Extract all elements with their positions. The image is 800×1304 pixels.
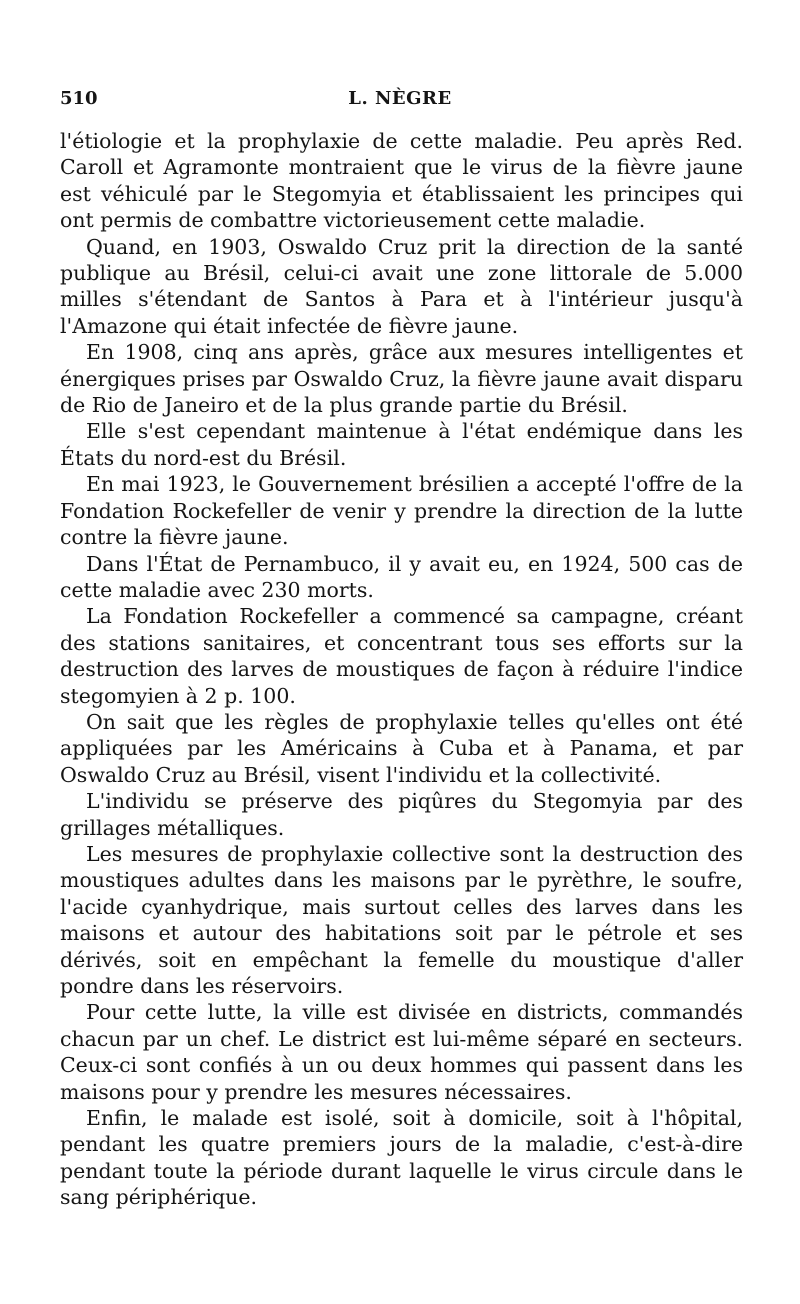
paragraph: Pour cette lutte, la ville est divisée en districts, commandés chacun par un chef. Le district est lui-même séparé en secteurs. Ceux-ci sont confiés à un ou deux hommes qui passent dans les maisons pour y prendre les mesures nécessaires. (60, 1000, 743, 1104)
paragraph: En 1908, cinq ans après, grâce aux mesures intelligentes et énergiques prises par Oswaldo Cruz, la fièvre jaune avait disparu de Rio de Janeiro et de la plus grande partie du Brésil. (60, 340, 743, 418)
paragraph: En mai 1923, le Gouvernement brésilien a accepté l'offre de la Fondation Rockefeller de venir y prendre la direction de la lutte contre la fièvre jaune. (60, 472, 743, 550)
paragraph: Dans l'État de Pernambuco, il y avait eu, en 1924, 500 cas de cette maladie avec 230 morts. (60, 551, 743, 602)
page-number: 510 (60, 88, 98, 109)
paragraph: Enfin, le malade est isolé, soit à domicile, soit à l'hôpital, pendant les quatre premiers jours de la maladie, c'est-à-dire pendant toute la période durant laquelle le virus circule dans le sang périphérique. (60, 1106, 743, 1210)
paragraph: On sait que les règles de prophylaxie telles qu'elles ont été appliquées par les Américains à Cuba et à Panama, et par Oswaldo Cruz au Brésil, visent l'individu et la collectivité. (60, 709, 743, 787)
body-text (60, 128, 743, 1211)
paragraph: Les mesures de prophylaxie collective sont la destruction des moustiques adultes dans les maisons par le pyrèthre, le soufre, l'acide cyanhydrique, mais surtout celles des larves dans les maisons et autour des habitations soit par le pétrole et ses dérivés, soit en empêchant la femelle du moustique d'aller pondre dans les réservoirs. (60, 841, 743, 998)
paragraph: l'étiologie et la prophylaxie de cette maladie. Peu après Red. Caroll et Agramonte montraient que le virus de la fièvre jaune est véhiculé par le Stegomyia et établissaient les principes qui ont permis de combattre victorieusement cette maladie. (60, 129, 743, 233)
paragraph: Quand, en 1903, Oswaldo Cruz prit la direction de la santé publique au Brésil, celui-ci avait une zone littorale de 5.000 milles s'étendant de Santos à Para et à l'intérieur jusqu'à l'Amazone qui était infectée de fièvre jaune. (60, 234, 743, 338)
page-header (60, 88, 740, 112)
paragraph: Elle s'est cependant maintenue à l'état endémique dans les États du nord-est du Brésil. (60, 419, 743, 470)
running-head: L. NÈGRE (348, 88, 452, 109)
paragraph: L'individu se préserve des piqûres du Stegomyia par des grillages métalliques. (60, 789, 743, 840)
paragraph: La Fondation Rockefeller a commencé sa campagne, créant des stations sanitaires, et concentrant tous ses efforts sur la destruction des larves de moustiques de façon à réduire l'indice stegomyien à 2 p. 100. (60, 604, 743, 708)
